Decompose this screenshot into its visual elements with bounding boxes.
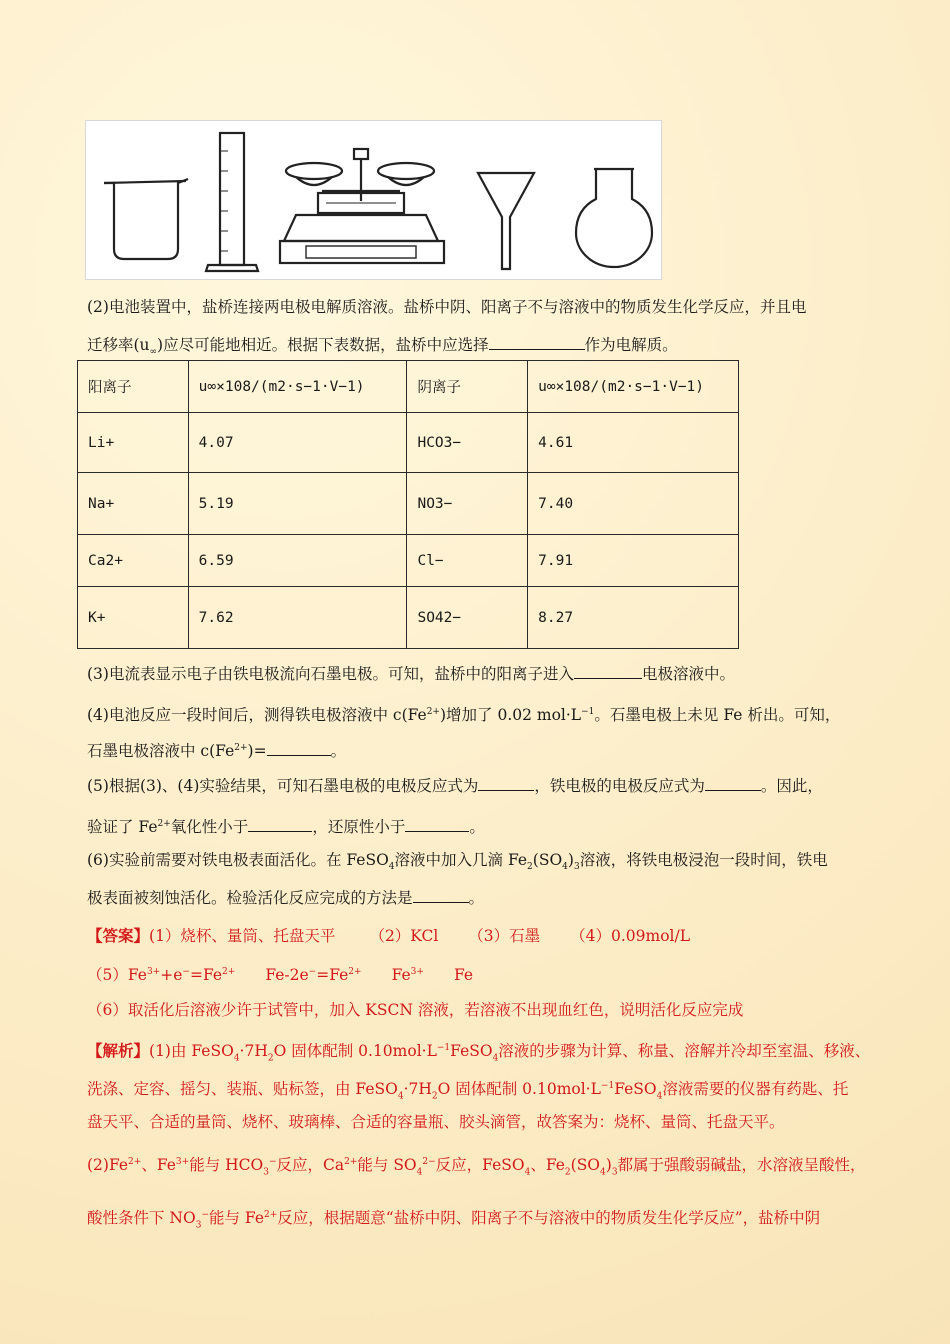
q6-text-2a: 极表面被刻蚀活化。检验活化反应完成的方法是 — [87, 889, 413, 907]
q5-blank-1[interactable] — [478, 776, 534, 791]
answer-5d: Fe-2e — [265, 966, 309, 985]
explanation-line-2: 洗涤、定容、摇匀、装瓶、贴标签，由 $FeSO_4\cdot 7H_2O$ 固体配制 $0.10mol\cdot L^{-1}FeSO_4$溶液需要的仪器有药匙、托 — [87, 1080, 849, 1102]
q2-text-1: (2)电池装置中，盐桥连接两电极电解质溶液。盐桥中阴、阳离子不与溶液中的物质发生化学反应，并且电 — [87, 298, 807, 316]
exp-3: 盘天平、合适的量筒、烧杯、玻璃棒、合适的容量瓶、胶头滴管，故答案为：烧杯、量筒、托盘天平。 — [87, 1113, 785, 1131]
table-row — [78, 413, 739, 473]
answer-label: 【答案】 — [87, 926, 150, 945]
header-anion-mobility: u∞×108/(m2·s−1·V−1) — [528, 361, 739, 413]
cation-cell: Ca2+ — [78, 535, 189, 587]
q4-text-2a: 石墨电极溶液中 c(Fe — [87, 742, 235, 761]
anion-value-cell: 8.27 — [528, 587, 739, 649]
answer-5c: =Fe — [189, 966, 223, 985]
header-anion: 阴离子 — [407, 361, 528, 413]
round-bottom-flask-illustration — [576, 169, 652, 267]
q3-text-a: (3)电流表显示电子由铁电极流向石墨电极。可知，盐桥中的阳离子进入 — [87, 665, 574, 683]
exp-4g: 、Fe — [530, 1156, 565, 1175]
q5-blank-4[interactable] — [405, 817, 469, 832]
q5-line-1 — [87, 776, 867, 796]
table-header-row — [78, 361, 739, 413]
q6-line-2 — [87, 888, 867, 908]
cation-cell: Na+ — [78, 473, 189, 535]
answer-3: （3）石墨 — [468, 927, 541, 945]
answer-5g: Fe — [453, 966, 474, 985]
anion-cell: SO42− — [407, 587, 528, 649]
exp-2b: ·7H — [403, 1080, 432, 1099]
answer-line-3 — [87, 1000, 867, 1020]
graduated-cylinder-illustration — [206, 133, 258, 271]
funnel-illustration — [478, 173, 534, 269]
q2-text-2a: 迁移率(u — [87, 336, 150, 354]
q4-text-2b: )= — [247, 742, 267, 761]
exp-2d: FeSO — [614, 1080, 657, 1099]
q4-line-2: 石墨电极溶液中 $c(Fe^{2+})=$ 。 — [87, 742, 347, 761]
answer-line-2: $(5)Fe^{3+}+e^-=Fe^{2+}$ $Fe-2e^-=Fe^{2+}$ $Fe^{3+}$ Fe — [87, 966, 474, 985]
cation-value-cell: 4.07 — [188, 413, 407, 473]
cation-value-cell: 5.19 — [188, 473, 407, 535]
anion-value-cell: 7.91 — [528, 535, 739, 587]
q5-text-2a: 验证了 Fe — [87, 818, 158, 837]
q3-line — [87, 664, 867, 684]
q4-line-1: (4)电池反应一段时间后，测得铁电极溶液中 $c(Fe^{2+})$增加了 0.02 $mol\cdot L^{-1}$。石墨电极上未见 Fe 析出。可知， — [87, 706, 841, 725]
q2-text-2c: )应尽可能地相近。根据下表数据，盐桥中应选择 — [157, 336, 489, 354]
table-row — [78, 535, 739, 587]
cation-cell: K+ — [78, 587, 189, 649]
answer-5a: （5）Fe — [87, 966, 147, 985]
q4-text-1a: (4)电池反应一段时间后，测得铁电极溶液中 c(Fe — [87, 706, 427, 725]
q5-text-1a: (5)根据(3)、(4)实验结果，可知石墨电极的电极反应式为 — [87, 777, 479, 795]
anion-value-cell: 4.61 — [528, 413, 739, 473]
q5-line-2: 验证了 $Fe^{2+}$氧化性小于 ，还原性小于 。 — [87, 818, 485, 837]
header-cation: 阳离子 — [78, 361, 189, 413]
apparatus-figure — [85, 120, 662, 280]
q5-text-2c: ，还原性小于 — [312, 818, 406, 837]
q3-text-b: 电极溶液中。 — [641, 665, 735, 683]
exp-5c: 反应，根据题意“盐桥中阴、阳离子不与溶液中的物质发生化学反应”，盐桥中阴 — [277, 1209, 821, 1228]
exp-4d: 反应，Ca — [276, 1156, 345, 1175]
q5-blank-2[interactable] — [705, 776, 761, 791]
q4-text-2c: 。 — [330, 742, 347, 761]
table-row — [78, 473, 739, 535]
cation-value-cell: 6.59 — [188, 535, 407, 587]
exp-4j: 都属于强酸弱碱盐，水溶液呈酸性， — [617, 1156, 866, 1175]
q2-blank[interactable] — [489, 335, 585, 350]
exp-2e: 溶液需要的仪器有药匙、托 — [662, 1080, 849, 1099]
exp-2a: 洗涤、定容、摇匀、装瓶、贴标签，由 FeSO — [87, 1080, 398, 1099]
q2-text-2b: ∞ — [149, 347, 158, 358]
exp-2c: O 固体配制 0.10mol·L — [437, 1080, 601, 1099]
exp-4b: 、Fe — [141, 1156, 176, 1175]
q5-text-2b: 氧化性小于 — [170, 818, 249, 837]
q2-text-2d: 作为电解质。 — [584, 336, 678, 354]
exp-1a: (1)由 FeSO — [149, 1042, 234, 1061]
q6-line-1: (6)实验前需要对铁电极表面活化。在 FeSO$_4$溶液中加入几滴 $Fe_2(SO_4)_3$溶液，将铁电极浸泡一段时间，铁电 — [87, 851, 828, 873]
ion-mobility-table — [77, 360, 739, 649]
exp-1d: FeSO — [450, 1042, 493, 1061]
q6-text-1a: (6)实验前需要对铁电极表面活化。在 FeSO — [87, 851, 389, 869]
q2-line-1 — [87, 297, 867, 317]
q3-blank[interactable] — [574, 664, 642, 679]
answer-6: （6）取活化后溶液少许于试管中，加入 KSCN 溶液，若溶液不出现血红色，说明活化反应完成 — [87, 1001, 744, 1019]
q6-blank[interactable] — [413, 888, 469, 903]
q6-text-1b: 溶液中加入几滴 Fe — [394, 851, 528, 869]
answer-5e: =Fe — [316, 966, 349, 985]
q5-text-1c: 。因此， — [760, 777, 823, 795]
exp-4c: 能与 HCO — [189, 1156, 264, 1175]
exp-4f: 反应，FeSO — [435, 1156, 525, 1175]
exp-4h: (SO — [570, 1156, 601, 1175]
q4-blank[interactable] — [267, 741, 331, 756]
answer-4: （4）0.09mol/L — [570, 927, 691, 945]
exp-1e: 溶液的步骤为计算、称量、溶解并冷却至室温、移液、 — [498, 1042, 871, 1061]
q4-text-1c: 。石墨电极上未见 Fe 析出。可知， — [594, 706, 841, 725]
explanation-line-3 — [87, 1112, 867, 1132]
cation-cell: Li+ — [78, 413, 189, 473]
q2-line-2 — [87, 335, 867, 362]
q6-text-2b: 。 — [468, 889, 485, 907]
beaker-illustration — [104, 179, 188, 259]
q6-text-1c: (SO — [532, 851, 563, 869]
exp-4a: (2)Fe — [87, 1156, 129, 1175]
explanation-label: 【解析】 — [87, 1041, 150, 1061]
q6-text-1e: 溶液，将铁电极浸泡一段时间，铁电 — [579, 851, 828, 869]
exp-5a: 酸性条件下 NO — [87, 1209, 196, 1228]
exp-1b: ·7H — [239, 1042, 268, 1061]
exp-5b: 能与 Fe — [208, 1209, 264, 1228]
anion-cell: Cl− — [407, 535, 528, 587]
exp-1c: O 固体配制 0.10mol·L — [273, 1042, 437, 1061]
anion-value-cell: 7.40 — [528, 473, 739, 535]
explanation-line-4: $(2)Fe^{2+}$、$Fe^{3+}$能与 $HCO_3^-$反应，$Ca^{2+}$能与 $SO_4^{2-}$反应，FeSO$_4$、$Fe_2(SO_4)_3$都属于强酸弱碱盐，水溶液呈酸性， — [87, 1156, 866, 1178]
q5-text-1b: ，铁电极的电极反应式为 — [534, 777, 705, 795]
answer-1: (1）烧杯、量筒、托盘天平 — [149, 927, 336, 945]
q4-text-1b: )增加了 0.02 mol·L — [439, 706, 582, 725]
explanation-line-5: 酸性条件下 $NO_3^-$能与 $Fe^{2+}$反应，根据题意“盐桥中阴、阳离子不与溶液中的物质发生化学反应”，盐桥中阴 — [87, 1209, 821, 1231]
platform-balance-illustration — [280, 149, 444, 263]
answer-2: （2）KCl — [369, 927, 439, 945]
answer-line-1 — [87, 926, 867, 946]
table-row — [78, 587, 739, 649]
anion-cell: HCO3− — [407, 413, 528, 473]
header-cation-mobility: u∞×108/(m2·s−1·V−1) — [188, 361, 407, 413]
anion-cell: NO3− — [407, 473, 528, 535]
answer-5b: +e — [160, 966, 183, 985]
exp-4i: ) — [605, 1156, 612, 1175]
cation-value-cell: 7.62 — [188, 587, 407, 649]
explanation-line-1: 【解析】(1)由 $FeSO_4\cdot 7H_2O$ 固体配制 $0.10mol\cdot L^{-1}FeSO_4$溶液的步骤为计算、称量、溶解并冷却至室温、移液、 — [87, 1041, 871, 1064]
exp-4e: 能与 SO — [357, 1156, 417, 1175]
q5-blank-3[interactable] — [248, 817, 312, 832]
q5-text-2d: 。 — [469, 818, 485, 837]
q6-text-1d: ) — [567, 851, 574, 869]
answer-5f: Fe — [391, 966, 411, 985]
